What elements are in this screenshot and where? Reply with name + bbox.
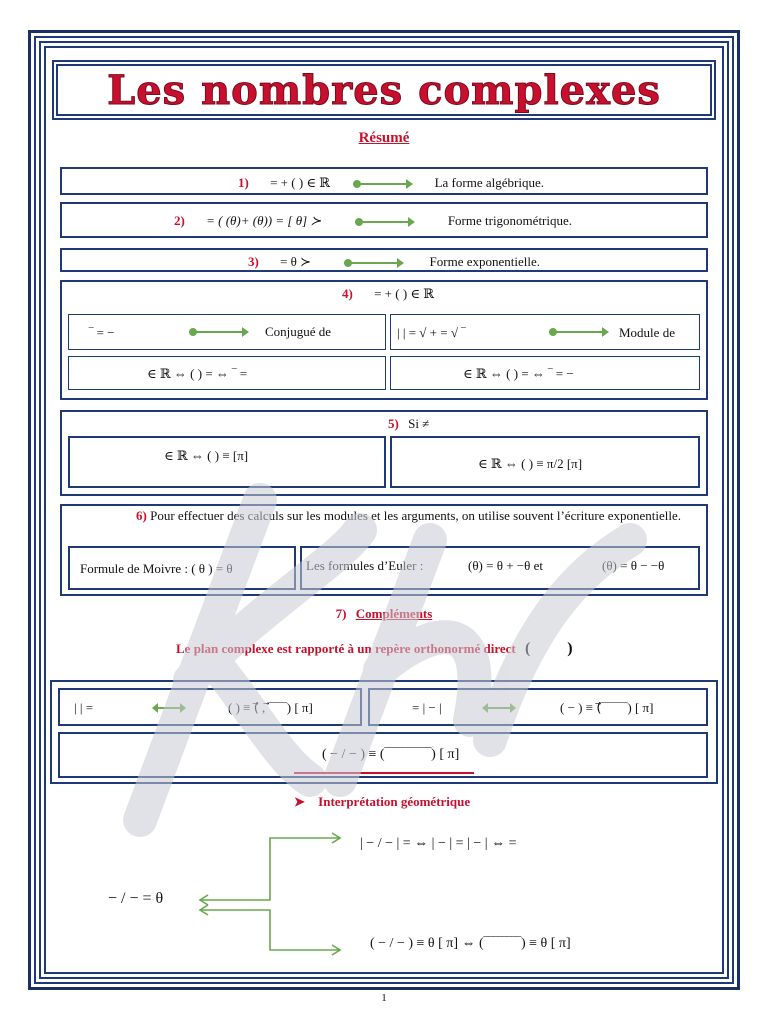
real-argument-box (68, 436, 386, 488)
row-trigonometric (60, 202, 708, 238)
exp-label: Forme exponentielle. (429, 254, 541, 269)
arrow-icon (344, 258, 404, 268)
imaginary-condition-box (390, 356, 700, 390)
imaginary-condition: ∈ ℝ ⇔ ( ) = ⇔ ‾ = − (463, 366, 574, 381)
trig-formula: = ( (θ)+ (θ)) = [ θ] ≻ (206, 213, 322, 228)
module-formula: | | = √ + = √ ‾ (397, 325, 466, 340)
row-algebraic (60, 167, 708, 195)
row-exponential (60, 248, 708, 272)
euler-label: Les formules d’Euler : (306, 558, 424, 573)
euler-formula-cos: (θ) = θ + −θ et (468, 558, 543, 573)
section-conjugate-module (60, 280, 708, 400)
page-title: Les nombres complexes (107, 66, 661, 114)
section4-formula: = + ( ) ∈ ℝ (374, 286, 435, 301)
item-number: 6) (136, 508, 147, 523)
trig-label: Forme trigonométrique. (447, 213, 573, 228)
section5-head: Si ≠ (408, 416, 430, 431)
complements-heading (0, 606, 768, 622)
geometry-modulus-equivalence: | − / − | = ⇔ | − | = | − | ⇔ = (360, 836, 517, 851)
modulus-distance: | | = (74, 700, 94, 715)
geometry-heading (294, 794, 470, 810)
branch-arrows-icon (190, 830, 350, 960)
section-argument-conditions (60, 410, 708, 496)
page-number: 1 (381, 992, 387, 1004)
euler-formula-sin: (θ) = θ − −θ (602, 558, 665, 573)
distance-points-box (368, 688, 708, 726)
geometry-title: Interprétation géométrique (318, 794, 471, 809)
complements-block (50, 680, 718, 784)
imaginary-argument-box (390, 436, 700, 488)
real-condition-box (68, 356, 386, 390)
geometry-angle-equivalence: ( − / − ) ≡ θ [ π] ⇔ (‾‾‾‾‾‾‾‾) ≡ θ [ π] (370, 936, 571, 951)
double-arrow-icon (482, 703, 516, 713)
chevron-right-icon: ➤ (294, 794, 305, 809)
geometry-quotient: − / − = θ (108, 890, 164, 907)
module-box (390, 314, 700, 350)
real-condition: ∈ ℝ ⇔ ( ) = ⇔ ‾ = (147, 366, 248, 381)
real-argument-condition: ∈ ℝ ⇔ ( ) ≡ [π] (164, 448, 249, 463)
imaginary-argument-condition: ∈ ℝ ⇔ ( ) ≡ π/2 [π] (478, 456, 583, 471)
section6-text: Pour effectuer des calculs sur les modules et les arguments, on utilise souvent l’écriture exponentielle. (150, 508, 682, 523)
module-label: Module de (619, 325, 675, 340)
moivre-formula: Formule de Moivre : ( θ ) = θ (80, 561, 233, 576)
conjugate-box (68, 314, 386, 350)
item-number: 4) (342, 286, 353, 301)
euler-box (300, 546, 700, 590)
arrow-icon (549, 327, 609, 337)
item-number: 5) (388, 416, 399, 431)
arrow-icon (355, 217, 415, 227)
item-number: 7) (335, 606, 347, 621)
item-number: 1) (238, 175, 249, 190)
points-distance: = | − | (412, 700, 442, 715)
frame-notation: ( ⃗ ⃗ ) (525, 640, 573, 657)
item-number: 2) (174, 213, 185, 228)
moivre-box (68, 546, 296, 590)
arrow-icon (353, 179, 413, 189)
plane-text: Le plan complexe est rapporté à un repère orthonormé direct (176, 641, 516, 656)
section-exponential-calculus (60, 504, 708, 596)
complements-title: Compléments (355, 606, 433, 621)
title-box (56, 64, 712, 116)
section6-text-wrap (136, 508, 696, 524)
algebraic-formula: = + ( ) ∈ ℝ (270, 175, 331, 190)
conjugate-label: Conjugué de (265, 324, 332, 339)
arrow-icon (189, 327, 249, 337)
item-number: 3) (248, 254, 259, 269)
red-underline (294, 772, 474, 774)
distance-origin-box (58, 688, 362, 726)
exp-formula: = θ ≻ (280, 254, 312, 269)
algebraic-label: La forme algébrique. (434, 175, 544, 190)
plane-statement (176, 640, 573, 658)
points-angle: ( − ) ≡ (⃗‾‾‾‾‾‾) [ π] (560, 700, 654, 715)
conjugate-formula: ‾ = − (89, 325, 115, 340)
double-arrow-icon (152, 703, 186, 713)
angle-quotient: ( − / − ) ≡ (‾‾‾‾‾‾‾‾‾‾) [ π] (322, 747, 460, 762)
argument-angle: ( ) ≡ (⃗ , ⃗‾‾‾‾) [ π] (228, 700, 313, 715)
resume-heading: Résumé (358, 130, 410, 146)
